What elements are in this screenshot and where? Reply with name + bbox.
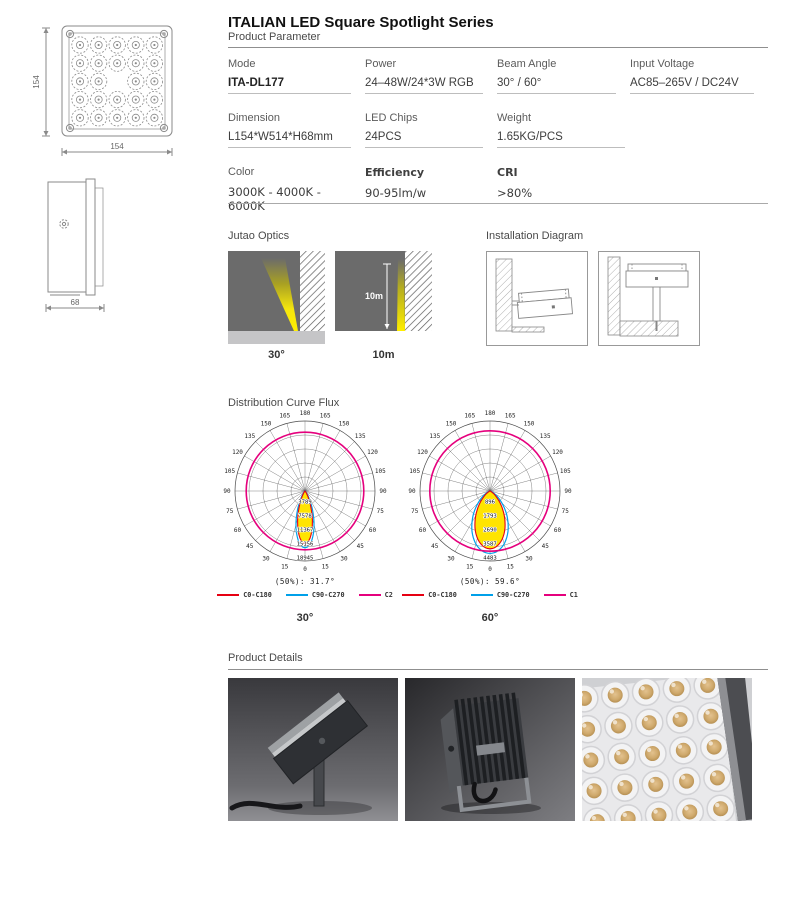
svg-text:15: 15 — [506, 563, 514, 571]
param-power-label: Power — [365, 58, 397, 70]
svg-text:150: 150 — [338, 420, 350, 428]
page-title: ITALIAN LED Square Spotlight Series — [228, 14, 494, 32]
section-installation-diagram: Installation Diagram — [486, 230, 584, 242]
svg-text:165: 165 — [464, 412, 476, 420]
svg-text:15: 15 — [281, 563, 289, 571]
svg-text:120: 120 — [552, 449, 563, 456]
svg-text:18945: 18945 — [296, 555, 314, 562]
legend-item — [217, 591, 272, 599]
side-dim-width: 68 — [70, 298, 80, 307]
svg-text:75: 75 — [226, 508, 234, 516]
svg-text:75: 75 — [561, 508, 569, 516]
svg-text:75: 75 — [411, 508, 419, 516]
param-led-chips-value: 24PCS — [365, 131, 483, 148]
svg-text:150: 150 — [523, 420, 535, 428]
svg-text:120: 120 — [232, 449, 243, 456]
param-input-voltage-value: AC85–265V / DC24V — [630, 77, 754, 94]
svg-text:60: 60 — [233, 527, 242, 534]
svg-text:165: 165 — [504, 412, 516, 420]
svg-text:180: 180 — [299, 410, 311, 417]
divider — [228, 47, 768, 48]
param-weight-label: Weight — [497, 112, 532, 124]
svg-text:1793: 1793 — [483, 513, 497, 520]
svg-text:30: 30 — [447, 555, 455, 563]
param-weight — [497, 112, 768, 148]
svg-text:120: 120 — [367, 449, 378, 456]
svg-text:105: 105 — [409, 467, 421, 475]
optics-diagram-30deg — [228, 251, 325, 344]
section-product-parameter: Product Parameter — [228, 31, 321, 43]
svg-text:165: 165 — [319, 412, 331, 420]
svg-text:165: 165 — [279, 412, 291, 420]
svg-text:105: 105 — [224, 467, 236, 475]
svg-text:11367: 11367 — [296, 527, 314, 534]
beam-angle-note-60deg: (50%): 59.6° — [459, 577, 521, 586]
svg-text:45: 45 — [246, 543, 254, 551]
chart-caption-30deg: 30° — [296, 612, 314, 624]
svg-text:0: 0 — [488, 566, 492, 573]
polar-chart-30deg — [210, 401, 400, 624]
param-mode — [228, 58, 365, 94]
param-color — [228, 166, 365, 217]
svg-text:30: 30 — [525, 555, 533, 563]
legend-color-line — [544, 594, 566, 596]
section-distribution-curve: Distribution Curve Flux — [228, 397, 340, 409]
led-grid — [72, 37, 163, 126]
param-efficiency-label: Efficiency — [365, 166, 425, 179]
svg-text:45: 45 — [541, 543, 549, 551]
legend-label: C1 — [569, 591, 578, 599]
svg-text:45: 45 — [431, 543, 439, 551]
legend-color-line — [471, 594, 493, 596]
svg-text:60: 60 — [553, 527, 562, 534]
param-cri-value: >80% — [497, 186, 533, 200]
param-weight-value: 1.65KG/PCS — [497, 131, 625, 148]
main-column — [223, 0, 768, 924]
side-view-drawing — [40, 174, 130, 318]
svg-text:15: 15 — [321, 563, 329, 571]
param-input-voltage-label: Input Voltage — [630, 58, 695, 70]
svg-text:15: 15 — [466, 563, 474, 571]
svg-text:90: 90 — [223, 488, 231, 495]
param-row-3 — [228, 166, 768, 217]
svg-text:75: 75 — [376, 508, 384, 516]
param-row-1 — [228, 58, 768, 94]
svg-text:30: 30 — [340, 555, 348, 563]
chart-legend-60deg — [395, 591, 585, 599]
product-photo-lens-array — [582, 678, 752, 821]
param-color-value: 3000K - 4000K - 6000K — [228, 185, 321, 213]
chart-legend-30deg — [210, 591, 400, 599]
svg-text:135: 135 — [429, 432, 441, 440]
svg-text:3789: 3789 — [298, 499, 312, 506]
svg-text:60: 60 — [418, 527, 427, 534]
svg-text:3587: 3587 — [483, 541, 497, 548]
svg-text:30: 30 — [262, 555, 270, 563]
divider — [228, 203, 768, 204]
optics-caption-10m: 10m — [372, 349, 395, 361]
front-dim-width: 154 — [110, 142, 124, 151]
param-led-chips-label: LED Chips — [365, 112, 418, 124]
product-photo-front-stand — [228, 678, 398, 821]
param-led-chips — [365, 112, 497, 148]
legend-item — [544, 591, 578, 599]
param-dimension-value: L154*W514*H68mm — [228, 131, 351, 148]
svg-text:60: 60 — [368, 527, 377, 534]
param-cri-label: CRI — [497, 166, 518, 179]
legend-label: C0-C180 — [428, 591, 457, 599]
param-beam-angle-label: Beam Angle — [497, 58, 557, 70]
svg-text:90: 90 — [408, 488, 416, 495]
param-efficiency — [365, 166, 497, 217]
svg-text:90: 90 — [379, 488, 387, 495]
param-power-value: 24–48W/24*3W RGB — [365, 77, 483, 94]
installation-diagram-stand-mount — [598, 251, 700, 346]
svg-text:135: 135 — [539, 432, 551, 440]
svg-text:150: 150 — [260, 420, 272, 428]
legend-color-line — [359, 594, 381, 596]
polar-plot-30deg — [210, 401, 400, 579]
legend-color-line — [402, 594, 424, 596]
svg-text:896: 896 — [484, 499, 496, 506]
svg-text:7578: 7578 — [298, 513, 312, 520]
svg-text:120: 120 — [417, 449, 428, 456]
legend-label: C90-C270 — [311, 591, 345, 599]
legend-label: C90-C270 — [496, 591, 530, 599]
param-mode-label: Mode — [228, 58, 256, 70]
legend-label: C2 — [384, 591, 393, 599]
svg-text:45: 45 — [356, 543, 364, 551]
legend-color-line — [217, 594, 239, 596]
svg-text:105: 105 — [374, 467, 386, 475]
svg-text:135: 135 — [244, 432, 256, 440]
param-dimension — [228, 112, 365, 148]
svg-text:180: 180 — [484, 410, 496, 417]
svg-text:105: 105 — [559, 467, 571, 475]
legend-label: C0-C180 — [243, 591, 272, 599]
svg-text:4483: 4483 — [483, 555, 497, 562]
svg-text:0: 0 — [303, 566, 307, 573]
param-cri — [497, 166, 768, 217]
param-beam-angle-value: 30° / 60° — [497, 77, 616, 94]
legend-item — [286, 591, 345, 599]
legend-item — [402, 591, 457, 599]
param-row-2 — [228, 112, 768, 148]
param-input-voltage — [630, 58, 768, 94]
legend-item — [359, 591, 393, 599]
svg-text:150: 150 — [445, 420, 457, 428]
product-details-section — [228, 652, 768, 821]
polar-chart-60deg — [395, 401, 585, 624]
installation-diagram-wall-mount — [486, 251, 588, 346]
optics-caption-30deg: 30° — [268, 349, 285, 361]
param-efficiency-value: 90-95lm/w — [365, 186, 427, 200]
section-jutao-optics: Jutao Optics — [228, 230, 290, 242]
optics-annotation-10m: 10m — [364, 291, 383, 301]
param-beam-angle — [497, 58, 630, 94]
legend-item — [471, 591, 530, 599]
polar-plot-60deg — [395, 401, 585, 579]
param-mode-value: ITA-DL177 — [228, 77, 351, 94]
optics-diagram-10m — [335, 251, 432, 344]
section-product-details: Product Details — [228, 652, 303, 664]
product-photo-back-heatsink — [405, 678, 575, 821]
legend-color-line — [286, 594, 308, 596]
param-power — [365, 58, 497, 94]
param-dimension-label: Dimension — [228, 112, 280, 124]
svg-text:15156: 15156 — [296, 541, 314, 548]
beam-angle-note-30deg: (50%): 31.7° — [274, 577, 336, 586]
front-view-drawing — [30, 18, 210, 168]
svg-text:135: 135 — [354, 432, 366, 440]
param-color-label: Color — [228, 166, 255, 178]
svg-text:2690: 2690 — [483, 527, 497, 534]
chart-caption-60deg: 60° — [481, 612, 499, 624]
front-dim-height: 154 — [32, 75, 41, 89]
svg-text:90: 90 — [564, 488, 572, 495]
